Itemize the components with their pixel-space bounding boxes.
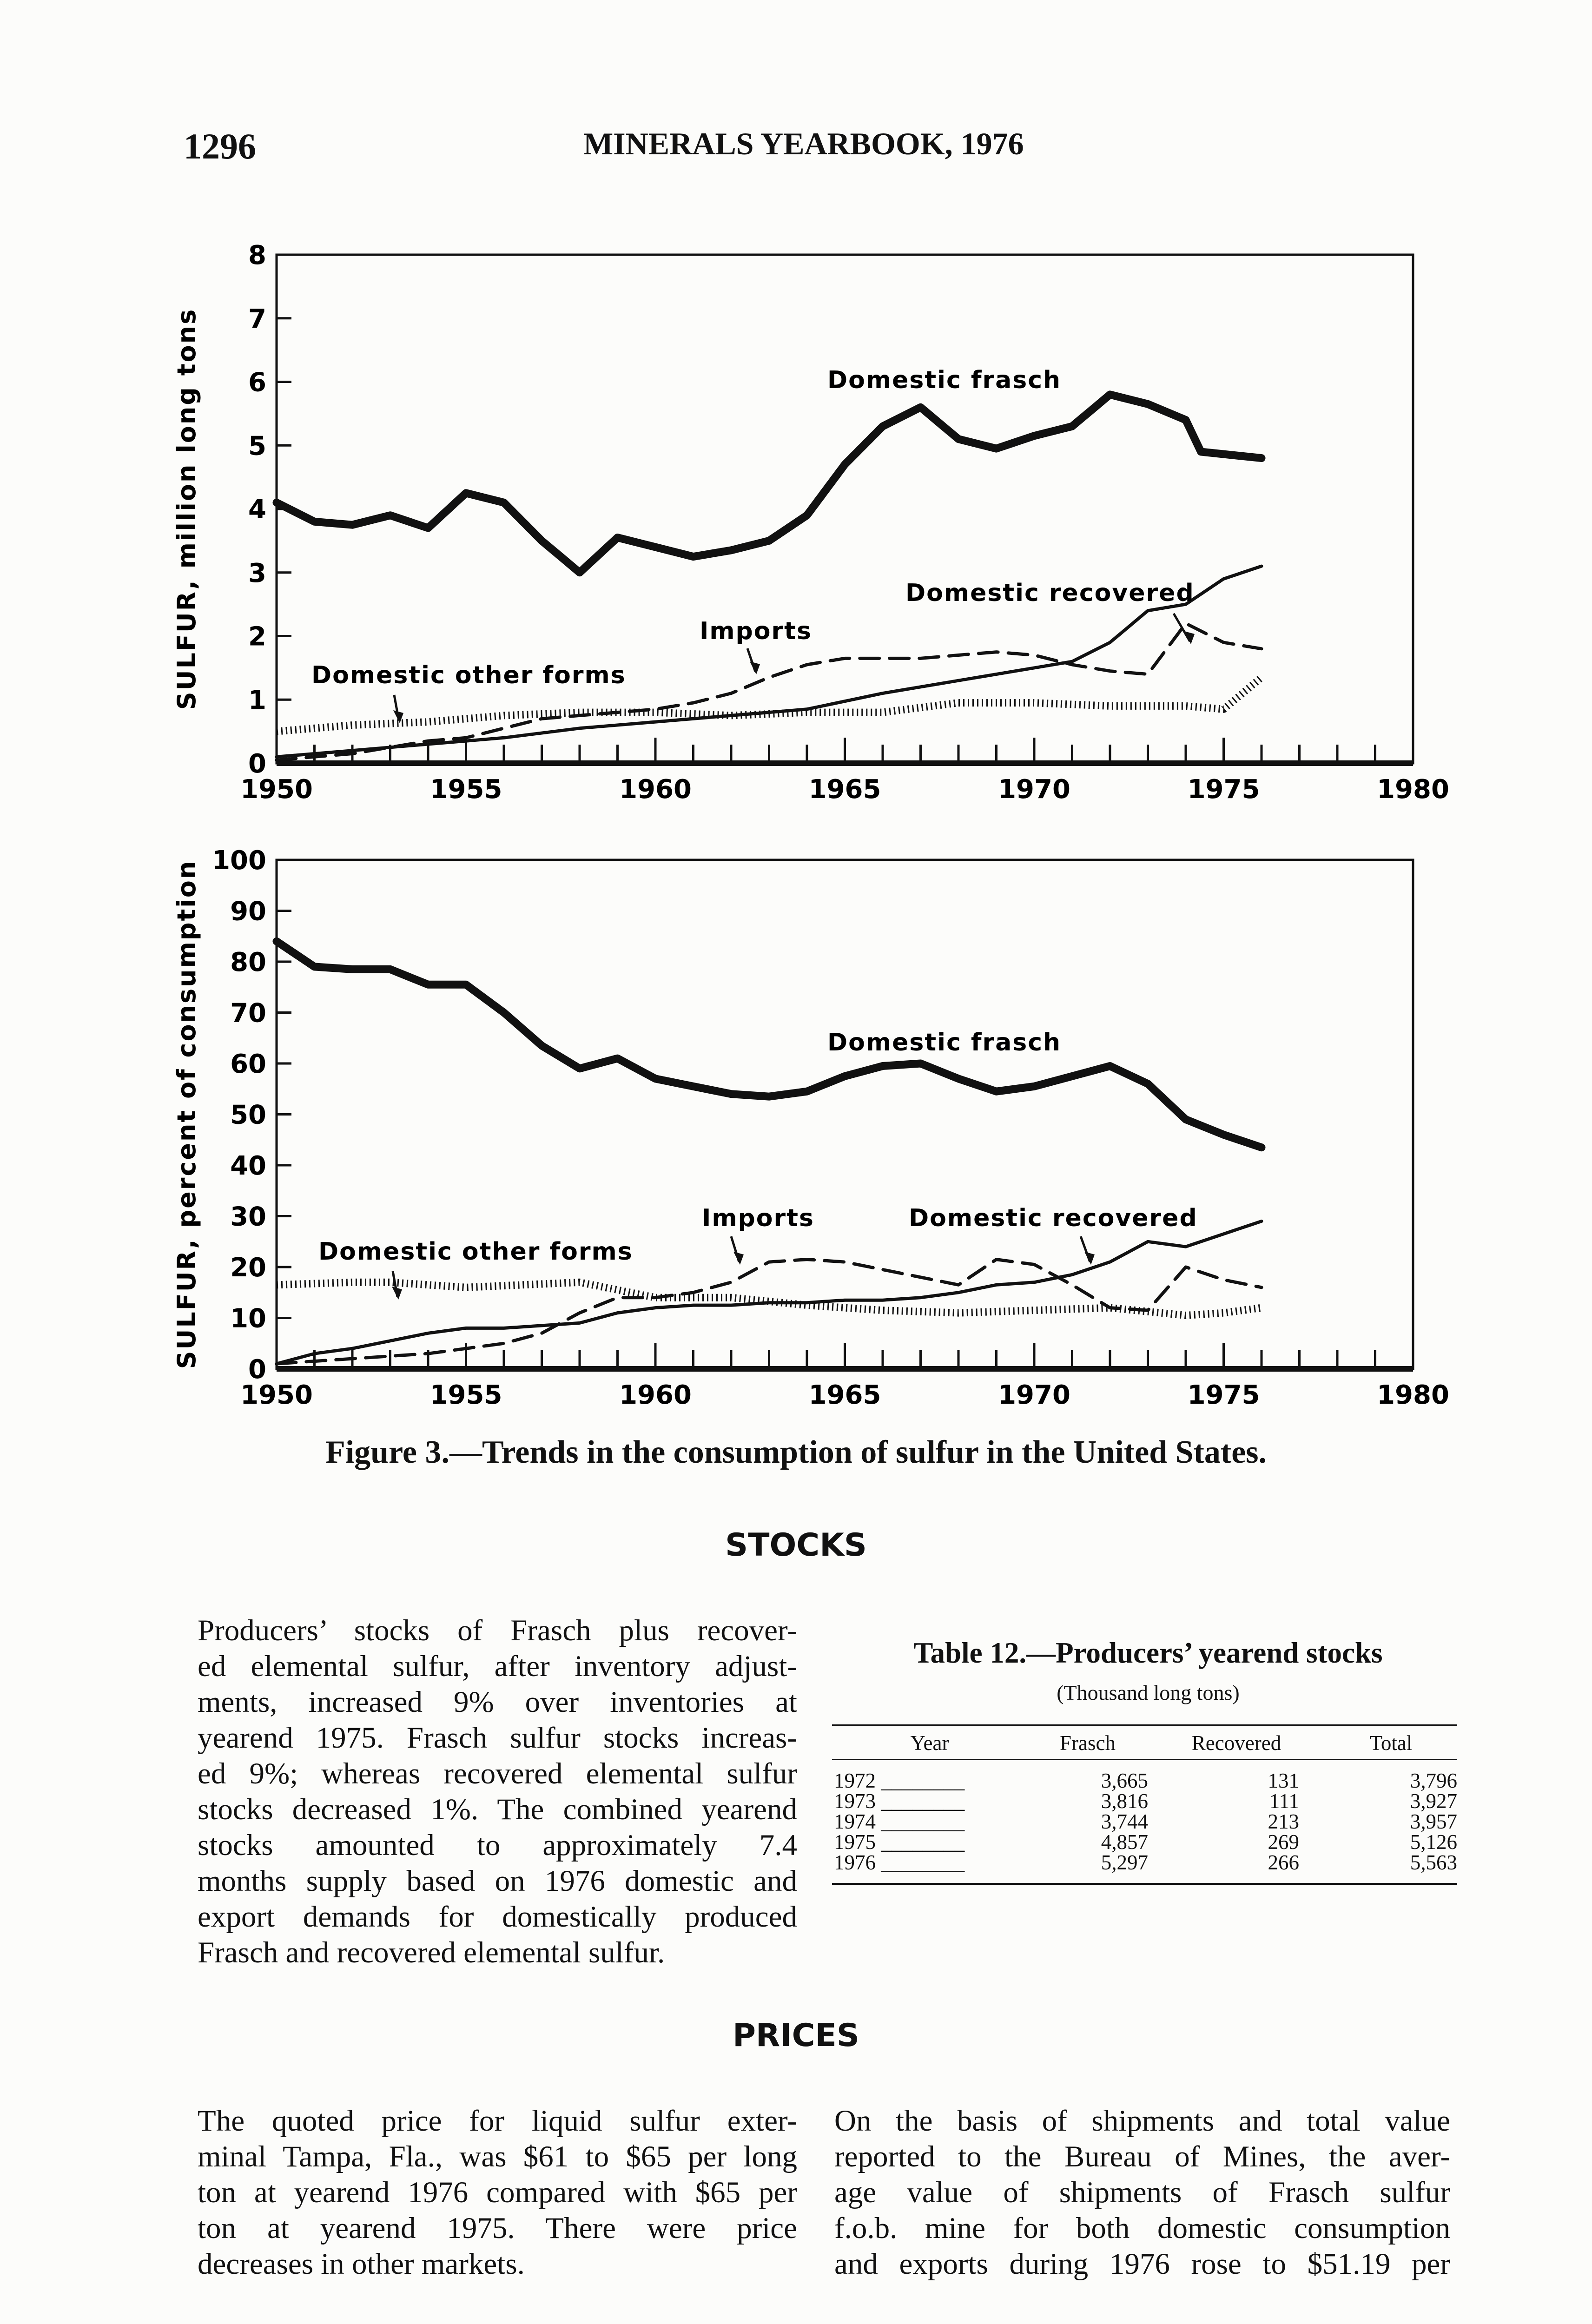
y-tick-label: 40 [230, 1151, 266, 1181]
series-annotation: Domestic other forms [311, 661, 626, 689]
table-title: Table 12.—Producers’ yearend stocks [913, 1637, 1383, 1669]
text-line: ton at yearend 1976 compared with $65 per [198, 2176, 797, 2209]
cell-recovered: 269 [1268, 1830, 1299, 1854]
prices-heading: PRICES [733, 2017, 859, 2054]
stocks-table [832, 1724, 1457, 1885]
x-tick-label: 1960 [619, 774, 692, 805]
cell-year: 1975 ________ [834, 1830, 965, 1854]
x-tick-label: 1980 [1377, 774, 1449, 805]
text-line: age value of shipments of Frasch sulfur [834, 2176, 1450, 2209]
y-axis-label: SULFUR, percent of consumption [172, 859, 201, 1369]
leader-dots: ________ [876, 1830, 965, 1854]
x-tick-label: 1955 [429, 774, 502, 805]
x-tick-label: 1950 [240, 774, 313, 805]
y-tick-label: 90 [230, 896, 266, 927]
cell-year: 1974 ________ [834, 1810, 965, 1833]
y-tick-label: 50 [230, 1100, 266, 1130]
x-tick-label: 1950 [240, 1380, 313, 1410]
series-annotation: Domestic frasch [827, 366, 1062, 394]
leader-dots: ________ [876, 1851, 965, 1874]
x-tick-label: 1965 [808, 774, 881, 805]
cell-recovered: 213 [1268, 1810, 1299, 1833]
cell-recovered: 111 [1269, 1789, 1299, 1813]
table-row [832, 1791, 1457, 1811]
cell-recovered: 131 [1268, 1769, 1299, 1792]
text-line: months supply based on 1976 domestic and [198, 1864, 797, 1898]
cell-recovered: 266 [1148, 1852, 1325, 1884]
cell-year: 1976 ________ [832, 1852, 1027, 1884]
text-line: reported to the Bureau of Mines, the aver- [834, 2140, 1450, 2173]
column-header-total: Total [1325, 1725, 1457, 1760]
y-tick-label: 1 [248, 685, 266, 716]
y-tick-label: 30 [230, 1202, 266, 1232]
series-annotation: Domestic frasch [827, 1029, 1062, 1056]
y-tick-label: 0 [248, 1354, 266, 1385]
table-row [832, 1832, 1457, 1852]
x-tick-label: 1975 [1187, 1380, 1260, 1410]
cell-frasch: 3,744 [1101, 1810, 1148, 1833]
y-tick-label: 7 [248, 304, 266, 334]
prices-paragraph-left [198, 2103, 797, 2282]
table-unit: (Thousand long tons) [1057, 1681, 1240, 1704]
cell-total: 3,957 [1410, 1810, 1457, 1833]
table-row [832, 1852, 1457, 1884]
column-header-frasch: Frasch [1027, 1725, 1148, 1760]
text-line: ed 9%; whereas recovered elemental sulfur [198, 1757, 797, 1790]
series-annotation: Domestic recovered [905, 579, 1195, 607]
text-line: minal Tampa, Fla., was $61 to $65 per long [198, 2140, 797, 2173]
figure-caption: Figure 3.—Trends in the consumption of sulfur in the United States. [325, 1434, 1267, 1470]
table-row [832, 1760, 1457, 1791]
text-line: ed elemental sulfur, after inventory adjust- [198, 1650, 797, 1683]
leader-dots: ________ [876, 1810, 965, 1833]
series-line-imports [277, 1260, 1262, 1364]
chart-tonnage [172, 240, 1449, 805]
y-axis-label: SULFUR, million long tons [172, 308, 201, 710]
running-title: MINERALS YEARBOOK, 1976 [583, 126, 1024, 161]
text-line: ton at yearend 1975. There were price [198, 2212, 797, 2245]
page-number: 1296 [184, 126, 256, 166]
plot-frame [277, 860, 1413, 1369]
cell-total: 5,126 [1410, 1830, 1457, 1854]
x-tick-label: 1955 [429, 1380, 502, 1410]
stocks-paragraph [198, 1613, 797, 1971]
cell-year: 1973 ________ [834, 1789, 965, 1813]
cell-total: 3,796 [1410, 1769, 1457, 1792]
series-annotation: Imports [702, 1204, 814, 1232]
y-tick-label: 70 [230, 998, 266, 1029]
y-tick-label: 20 [230, 1253, 266, 1283]
text-line: stocks amounted to approximately 7.4 [198, 1829, 797, 1862]
y-tick-label: 3 [248, 558, 266, 588]
cell-total: 5,563 [1325, 1852, 1457, 1884]
x-tick-label: 1970 [998, 774, 1070, 805]
annotation-arrowhead [1084, 1252, 1095, 1265]
cell-frasch: 3,816 [1101, 1789, 1148, 1813]
x-tick-label: 1965 [808, 1380, 881, 1410]
annotation-arrowhead [1184, 631, 1195, 644]
text-line: yearend 1975. Frasch sulfur stocks increas- [198, 1721, 797, 1755]
y-tick-label: 4 [248, 495, 266, 525]
cell-frasch: 4,857 [1101, 1830, 1148, 1854]
series-line-domestic-frasch [277, 395, 1262, 573]
stocks-heading: STOCKS [725, 1527, 867, 1564]
leader-dots: ________ [876, 1789, 965, 1813]
prices-paragraph-right [834, 2103, 1450, 2282]
text-line: ments, increased 9% over inventories at [198, 1685, 797, 1719]
column-header-year: Year [832, 1725, 1027, 1760]
column-header-recovered: Recovered [1148, 1725, 1325, 1760]
x-tick-label: 1980 [1377, 1380, 1449, 1410]
table-header-row [832, 1725, 1457, 1760]
y-tick-label: 10 [230, 1303, 266, 1334]
series-annotation: Domestic recovered [909, 1204, 1198, 1232]
x-tick-label: 1975 [1187, 774, 1260, 805]
leader-dots: ________ [876, 1769, 965, 1792]
cell-frasch: 5,297 [1027, 1852, 1148, 1884]
y-tick-label: 2 [248, 621, 266, 652]
text-line: On the basis of shipments and total value [834, 2104, 1450, 2138]
text-line: decreases in other markets. [198, 2247, 525, 2281]
text-line: and exports during 1976 rose to $51.19 per [834, 2247, 1450, 2281]
table-row [832, 1811, 1457, 1832]
y-tick-label: 100 [212, 845, 266, 876]
annotation-arrowhead [392, 1287, 402, 1300]
text-line: export demands for domestically produced [198, 1900, 797, 1934]
cell-total: 3,927 [1410, 1789, 1457, 1813]
series-annotation: Imports [700, 617, 812, 645]
annotation-arrowhead [750, 661, 760, 674]
x-tick-label: 1960 [619, 1380, 692, 1410]
y-tick-label: 60 [230, 1049, 266, 1079]
y-tick-label: 80 [230, 947, 266, 977]
text-line: stocks decreased 1%. The combined yearend [198, 1793, 797, 1826]
text-line: The quoted price for liquid sulfur exter- [198, 2104, 797, 2138]
y-tick-label: 0 [248, 749, 266, 779]
chart-percent [172, 845, 1449, 1410]
y-tick-label: 6 [248, 367, 266, 398]
y-tick-label: 5 [248, 431, 266, 462]
text-line: Producers’ stocks of Frasch plus recover- [198, 1614, 797, 1647]
annotation-arrowhead [733, 1252, 744, 1265]
y-tick-label: 8 [248, 240, 266, 271]
text-line: Frasch and recovered elemental sulfur. [198, 1936, 665, 1969]
series-line-domestic-other-forms [277, 1282, 1262, 1315]
text-line: f.o.b. mine for both domestic consumption [834, 2212, 1450, 2245]
cell-year: 1972 ________ [834, 1769, 965, 1792]
cell-frasch: 3,665 [1101, 1769, 1148, 1792]
series-line-domestic-frasch [277, 941, 1262, 1148]
x-tick-label: 1970 [998, 1380, 1070, 1410]
series-annotation: Domestic other forms [318, 1238, 633, 1266]
